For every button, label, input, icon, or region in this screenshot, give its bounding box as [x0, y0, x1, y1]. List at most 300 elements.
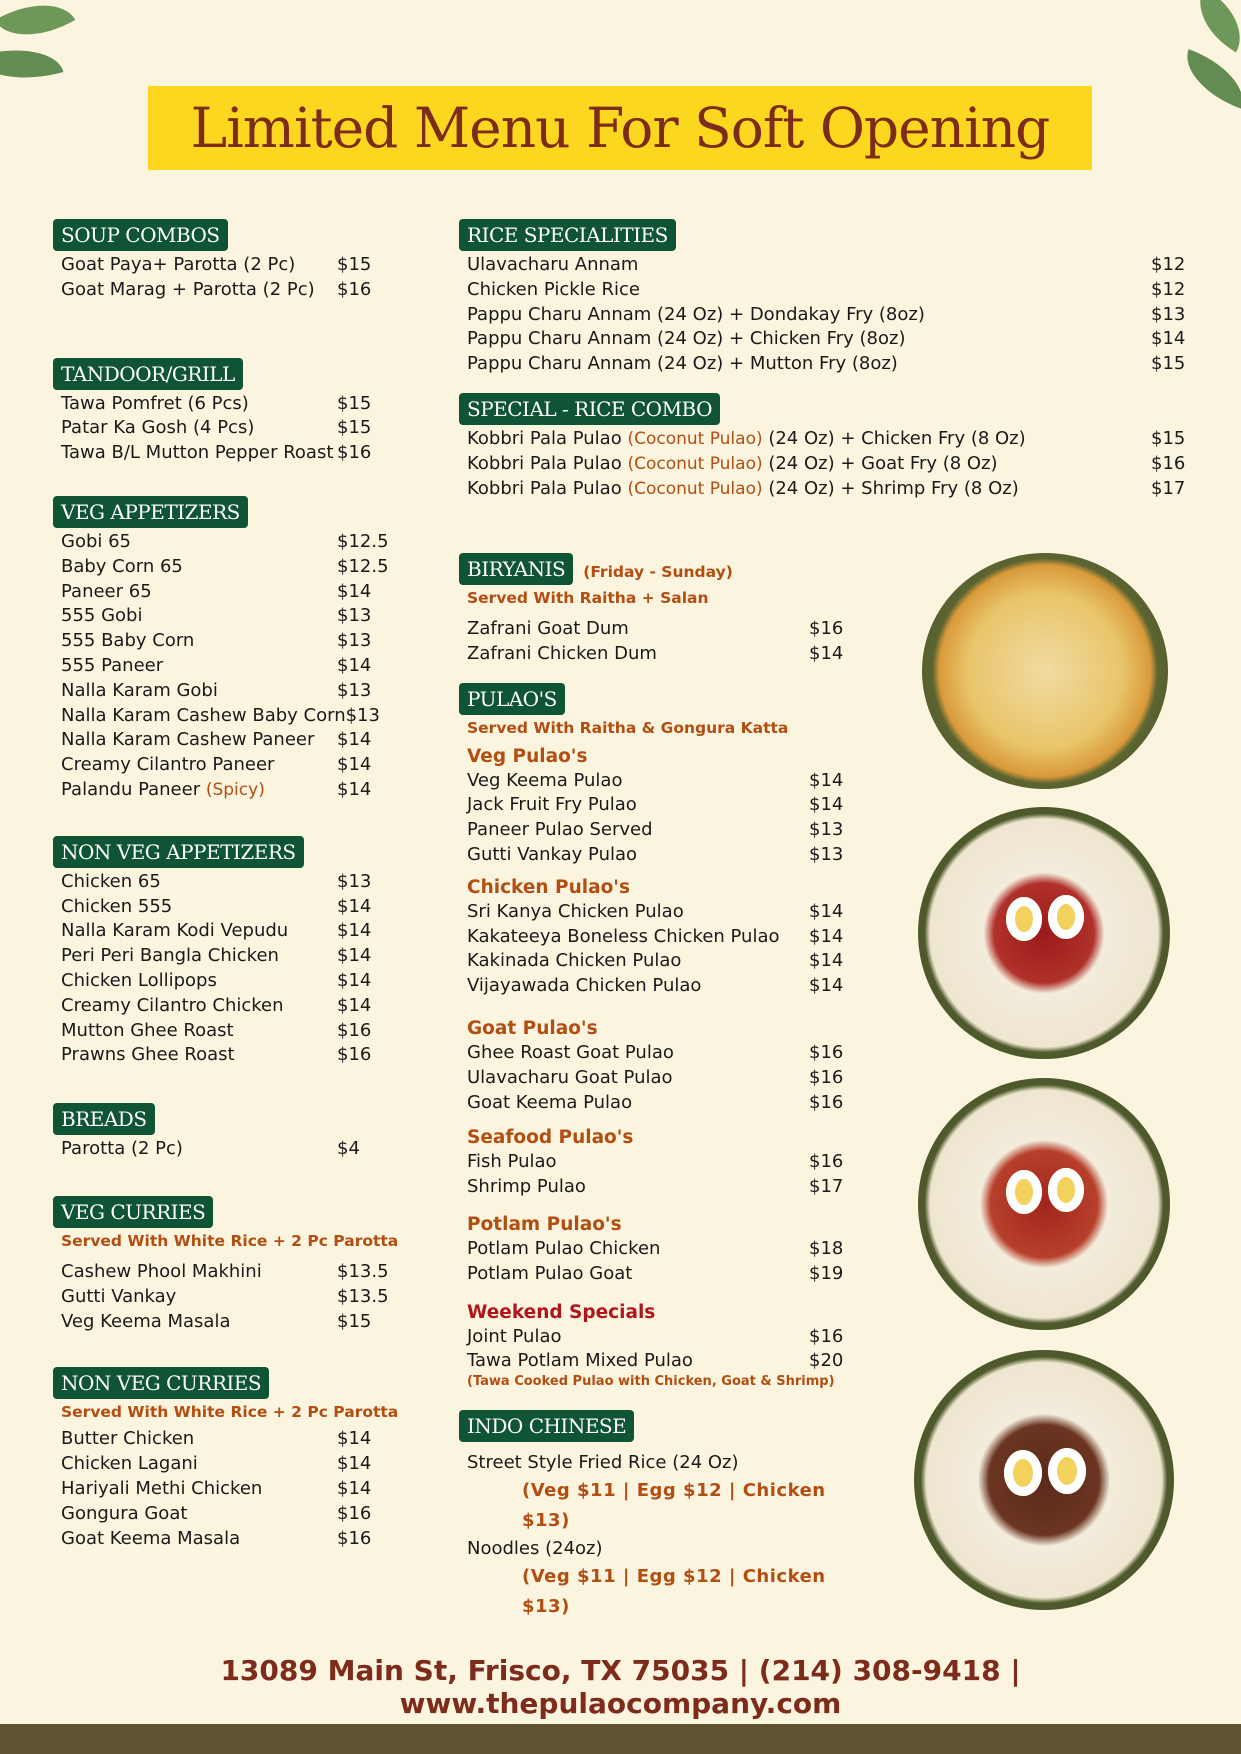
- group-weekend-specials: [459, 1301, 859, 1391]
- leaf-icon: [0, 0, 90, 110]
- menu-item: [61, 604, 383, 629]
- item-price: $15: [1151, 427, 1186, 449]
- item-label: Paneer 65: [61, 580, 152, 602]
- menu-item: [467, 427, 1186, 452]
- item-label: Tawa Potlam Mixed Pulao: [467, 1350, 693, 1372]
- menu-list: [53, 1260, 413, 1334]
- menu-item: [61, 753, 383, 778]
- menu-item: [467, 303, 1186, 328]
- menu-item: [467, 1175, 847, 1200]
- item-name: [467, 974, 701, 999]
- item-price: $14: [809, 975, 844, 997]
- item-label: Chicken Pickle Rice: [467, 278, 640, 300]
- item-name: [61, 654, 163, 679]
- item-name-prefix: Kobbri Pala Pulao: [467, 452, 628, 474]
- item-name: [61, 895, 172, 920]
- menu-list: [53, 530, 413, 803]
- item-price: $20: [809, 1350, 844, 1372]
- item-name: [467, 1066, 673, 1091]
- item-label: Chicken 65: [61, 870, 161, 892]
- item-name: [61, 1137, 183, 1162]
- menu-item: [467, 1041, 847, 1066]
- item-name: [467, 617, 629, 642]
- noodles-item: Noodles (24oz): [467, 1538, 603, 1560]
- item-price: $19: [809, 1262, 844, 1284]
- section-header: VEG APPETIZERS: [53, 496, 248, 528]
- item-name: [61, 679, 218, 704]
- item-price: $16: [337, 1502, 372, 1524]
- section-special-rice-combo: [459, 393, 1199, 501]
- item-price: $13: [337, 679, 372, 701]
- item-price: $15: [337, 254, 372, 275]
- menu-item: [61, 1137, 383, 1162]
- item-label: 555 Baby Corn: [61, 630, 195, 652]
- item-name: [467, 900, 684, 925]
- item-name: [467, 925, 780, 950]
- item-name: [467, 949, 681, 974]
- item-price: $13.5: [337, 1285, 389, 1307]
- menu-title-banner: [148, 86, 1092, 170]
- egg-icon: [1048, 1448, 1086, 1494]
- shrimp-pulao-plate-image: [918, 1078, 1170, 1330]
- item-name-prefix: Kobbri Pala Pulao: [467, 427, 628, 449]
- item-name: [467, 327, 905, 352]
- item-name: [467, 1150, 557, 1175]
- item-name: [467, 769, 622, 794]
- menu-item: [61, 919, 383, 944]
- item-name: [61, 629, 194, 654]
- item-label: Shrimp Pulao: [467, 1176, 586, 1198]
- menu-item: [61, 392, 383, 417]
- menu-item: [61, 679, 383, 704]
- item-price: $12: [1151, 278, 1186, 300]
- item-label: Pappu Charu Annam (24 Oz) + Dondakay Fry (8oz): [467, 303, 925, 325]
- item-name: [61, 604, 142, 629]
- menu-item: [61, 870, 383, 895]
- item-label: Butter Chicken: [61, 1428, 195, 1450]
- section-non-veg-appetizers: [53, 836, 413, 1068]
- menu-title: Limited Menu For Soft Opening: [190, 96, 1050, 160]
- section-biryanis: [459, 553, 859, 667]
- menu-list: [459, 617, 859, 667]
- item-label: Potlam Pulao Goat: [467, 1262, 633, 1284]
- item-name: [61, 1477, 262, 1502]
- item-price: $15: [337, 417, 372, 439]
- section-breads: [53, 1103, 413, 1162]
- item-label: Prawns Ghee Roast: [61, 1044, 235, 1066]
- item-name: [61, 778, 265, 803]
- item-label: Zafrani Chicken Dum: [467, 642, 657, 664]
- section-rice-specialities: [459, 219, 1199, 377]
- item-name: [467, 818, 653, 843]
- item-price: $14: [337, 654, 372, 676]
- section-header: PULAO'S: [459, 683, 565, 715]
- item-price: $14: [337, 729, 372, 751]
- item-name: [61, 580, 152, 605]
- item-label: 555 Paneer: [61, 654, 164, 676]
- item-name: [467, 1175, 586, 1200]
- item-label: Veg Keema Masala: [61, 1310, 231, 1332]
- menu-item: [467, 352, 1186, 377]
- menu-item: [467, 843, 847, 868]
- item-label: Veg Keema Pulao: [467, 769, 623, 791]
- group-title: Seafood Pulao's: [467, 1127, 634, 1149]
- menu-item: [61, 1285, 389, 1310]
- menu-item: [61, 1452, 383, 1477]
- item-name: [61, 1285, 176, 1310]
- item-label: Chicken Lollipops: [61, 969, 217, 991]
- egg-icon: [1048, 1168, 1084, 1212]
- section-subtitle: Served With White Rice + 2 Pc Parotta: [61, 1231, 399, 1250]
- item-name: [467, 1091, 632, 1116]
- item-name: [61, 1043, 235, 1068]
- item-label: Goat Keema Masala: [61, 1527, 241, 1549]
- right-mid-column: [459, 553, 859, 1622]
- goat-pulao-plate-image: [914, 1350, 1174, 1610]
- item-name: [61, 704, 346, 729]
- item-price: $16: [337, 1527, 372, 1549]
- item-label: Vijayawada Chicken Pulao: [467, 975, 702, 997]
- menu-item: [467, 1066, 847, 1091]
- item-label: Chicken 555: [61, 895, 173, 917]
- menu-item: [467, 452, 1186, 477]
- menu-item: [467, 1237, 847, 1262]
- item-price: $16: [809, 1041, 844, 1063]
- menu-list: [459, 253, 1199, 377]
- item-name: [61, 530, 131, 555]
- item-price: $14: [809, 950, 844, 972]
- item-label: Baby Corn 65: [61, 555, 183, 577]
- menu-item: [61, 629, 383, 654]
- egg-icon: [1006, 897, 1042, 941]
- item-price: $16: [809, 618, 844, 639]
- menu-item: [61, 1502, 383, 1527]
- section-veg-appetizers: [53, 496, 413, 803]
- menu-item: [61, 530, 389, 555]
- item-note: (Coconut Pulao): [627, 478, 763, 499]
- item-name: [467, 843, 637, 868]
- item-label: Gongura Goat: [61, 1502, 188, 1524]
- section-subtitle: Served With Raitha & Gongura Katta: [467, 718, 789, 737]
- menu-item: [467, 925, 847, 950]
- item-price: $14: [337, 1477, 372, 1499]
- menu-item: [61, 994, 383, 1019]
- item-price: $14: [809, 900, 844, 922]
- item-name: [61, 728, 314, 753]
- menu-list: [53, 253, 413, 303]
- menu-item: [61, 1310, 383, 1335]
- item-label: Kakinada Chicken Pulao: [467, 950, 682, 972]
- item-label: Potlam Pulao Chicken: [467, 1237, 661, 1259]
- section-subtitle: Served With White Rice + 2 Pc Parotta: [61, 1403, 399, 1422]
- egg-icon: [1048, 895, 1084, 939]
- section-header: TANDOOR/GRILL: [53, 358, 243, 390]
- menu-item: [467, 793, 847, 818]
- section-header: BIRYANIS: [459, 553, 573, 585]
- item-label: 555 Gobi: [61, 605, 143, 627]
- item-price: $14: [337, 969, 372, 991]
- item-label: Pappu Charu Annam (24 Oz) + Mutton Fry (8oz): [467, 353, 898, 375]
- menu-item: [61, 969, 383, 994]
- item-name: [61, 969, 217, 994]
- menu-list: [53, 392, 413, 466]
- menu-list: [459, 1150, 859, 1200]
- item-label: Hariyali Methi Chicken: [61, 1477, 263, 1499]
- menu-list: [459, 1041, 859, 1115]
- section-header: VEG CURRIES: [53, 1196, 213, 1228]
- section-header: SPECIAL - RICE COMBO: [459, 393, 720, 425]
- section-header: RICE SPECIALITIES: [459, 219, 676, 251]
- menu-item: [467, 1150, 847, 1175]
- item-price: $16: [337, 1044, 372, 1066]
- item-label: Gutti Vankay: [61, 1285, 177, 1307]
- menu-item: [61, 416, 383, 441]
- item-price: $15: [1151, 353, 1186, 375]
- menu-item: [467, 949, 847, 974]
- item-price: $15: [337, 1310, 372, 1332]
- menu-item: [467, 278, 1186, 303]
- item-price: $16: [337, 1019, 372, 1041]
- item-name: [467, 427, 1026, 452]
- item-price: $14: [337, 994, 372, 1016]
- item-label: Nalla Karam Cashew Paneer: [61, 729, 315, 751]
- menu-list: [459, 1237, 859, 1287]
- item-label: Tawa B/L Mutton Pepper Roast: [61, 442, 334, 464]
- item-price: $14: [809, 769, 844, 791]
- item-price: $16: [337, 442, 372, 464]
- group-title: Potlam Pulao's: [467, 1213, 622, 1235]
- item-note: (Coconut Pulao): [627, 453, 763, 474]
- menu-item: [467, 477, 1186, 502]
- section-veg-curries: [53, 1196, 413, 1334]
- fried-rice-item: Street Style Fried Rice (24 Oz): [467, 1452, 739, 1474]
- item-price: $17: [809, 1176, 844, 1198]
- item-name-suffix: (24 Oz) + Goat Fry (8 Oz): [762, 452, 998, 474]
- item-label: Gutti Vankay Pulao: [467, 843, 638, 865]
- item-name: [61, 1260, 262, 1285]
- item-name: [61, 753, 274, 778]
- group-goat-pulaos: [459, 1017, 859, 1115]
- item-price: $14: [809, 642, 844, 664]
- item-price: $14: [337, 1453, 372, 1475]
- menu-item: [467, 617, 847, 642]
- item-label: Fish Pulao: [467, 1151, 557, 1173]
- menu-item: [467, 327, 1186, 352]
- section-pulaos: [459, 683, 859, 1391]
- item-name: [467, 1262, 632, 1287]
- section-header: BREADS: [53, 1103, 155, 1135]
- section-indo-chinese: [459, 1410, 859, 1622]
- item-name: [61, 944, 279, 969]
- menu-item: [467, 1325, 847, 1350]
- item-price: $13: [809, 843, 844, 865]
- item-price: $13: [809, 819, 844, 841]
- chicken-pulao-plate-image: [918, 807, 1170, 1059]
- item-price: $12: [1151, 254, 1186, 275]
- item-label: Nalla Karam Cashew Baby Corn: [61, 704, 346, 726]
- menu-item: [61, 1019, 383, 1044]
- biryani-plate-image: [922, 553, 1168, 789]
- section-soup-combos: [53, 219, 413, 303]
- item-note: (Spicy): [205, 779, 265, 800]
- item-name: [61, 1019, 234, 1044]
- item-price: $14: [337, 1428, 372, 1450]
- item-price: $4: [337, 1138, 360, 1160]
- item-name: [467, 1349, 693, 1374]
- item-name: [61, 870, 161, 895]
- menu-item: [467, 1091, 847, 1116]
- item-price: $14: [337, 778, 372, 800]
- item-label: Ghee Roast Goat Pulao: [467, 1041, 674, 1063]
- biryani-days: (Friday - Sunday): [583, 562, 733, 581]
- item-price: $15: [337, 392, 372, 414]
- item-name: [467, 452, 998, 477]
- item-price: $14: [337, 580, 372, 602]
- egg-icon: [1004, 1450, 1042, 1496]
- item-price: $14: [337, 754, 372, 776]
- item-name: [61, 1310, 230, 1335]
- noodles-prices: (Veg $11 | Egg $12 | Chicken $13): [522, 1566, 826, 1618]
- item-name: [467, 1041, 674, 1066]
- item-price: $14: [337, 920, 372, 942]
- item-price: $16: [809, 1066, 844, 1088]
- item-name: [61, 392, 249, 417]
- item-label: Nalla Karam Gobi: [61, 679, 218, 701]
- menu-item: [61, 1260, 389, 1285]
- group-potlam-pulaos: [459, 1213, 859, 1287]
- item-label: Sri Kanya Chicken Pulao: [467, 900, 684, 922]
- menu-item: [61, 728, 383, 753]
- item-price: $16: [809, 1325, 844, 1347]
- item-name: [61, 994, 284, 1019]
- item-name: [61, 253, 295, 278]
- menu-item: [61, 1427, 383, 1452]
- item-price: $12.5: [337, 530, 389, 552]
- item-name: [467, 303, 925, 328]
- menu-item: [467, 974, 847, 999]
- item-name: [467, 1237, 660, 1262]
- menu-list: [459, 769, 859, 868]
- menu-list: [53, 1427, 413, 1551]
- item-label: Gobi 65: [61, 530, 132, 552]
- left-column: [53, 219, 413, 1551]
- item-name: [61, 919, 288, 944]
- item-label: Nalla Karam Kodi Vepudu: [61, 920, 289, 942]
- item-label: Palandu Paneer: [61, 778, 201, 800]
- item-price: $17: [1151, 477, 1186, 499]
- item-price: $18: [809, 1237, 844, 1259]
- item-label: Creamy Cilantro Paneer: [61, 754, 275, 776]
- item-price: $14: [809, 925, 844, 947]
- menu-item: [467, 253, 1186, 278]
- menu-item: [61, 253, 383, 278]
- item-price: $14: [337, 895, 372, 917]
- menu-item: [467, 1349, 847, 1374]
- item-name: [467, 253, 638, 278]
- item-name: [61, 278, 315, 303]
- item-price: $14: [809, 794, 844, 816]
- menu-item: [61, 278, 383, 303]
- item-name: [467, 278, 640, 303]
- menu-item: [467, 818, 847, 843]
- footer-contact: 13089 Main St, Frisco, TX 75035 | (214) 308-9418 | www.thepulaocompany.com: [220, 1654, 1021, 1720]
- item-price: $16: [337, 278, 372, 300]
- weekend-note: (Tawa Cooked Pulao with Chicken, Goat & Shrimp): [467, 1374, 835, 1390]
- menu-item: [61, 1043, 383, 1068]
- item-price: $14: [337, 945, 372, 967]
- item-name: [61, 1502, 187, 1527]
- menu-item: [61, 778, 383, 803]
- menu-item: [61, 895, 383, 920]
- section-subtitle: Served With Raitha + Salan: [467, 589, 709, 607]
- menu-item: [61, 1477, 383, 1502]
- section-header: NON VEG CURRIES: [53, 1367, 269, 1399]
- group-title: Chicken Pulao's: [467, 876, 630, 898]
- item-price: $14: [1151, 328, 1186, 350]
- menu-item: [61, 654, 383, 679]
- item-note: (Coconut Pulao): [627, 428, 763, 449]
- menu-item: [61, 1527, 383, 1552]
- group-title: Goat Pulao's: [467, 1017, 598, 1039]
- section-header: NON VEG APPETIZERS: [53, 836, 304, 868]
- right-top-column: [459, 219, 1199, 501]
- item-price: $13: [337, 605, 372, 627]
- menu-list: [459, 900, 859, 999]
- bottom-band: [0, 1724, 1241, 1754]
- group-title: Weekend Specials: [467, 1301, 656, 1323]
- item-label: Kakateeya Boneless Chicken Pulao: [467, 925, 780, 947]
- menu-item: [467, 642, 847, 667]
- menu-list: [53, 870, 413, 1068]
- item-name: [61, 441, 333, 466]
- menu-item: [467, 900, 847, 925]
- item-name: [61, 1452, 198, 1477]
- menu-item: [61, 704, 383, 729]
- item-name: [467, 352, 898, 377]
- item-label: Cashew Phool Makhini: [61, 1260, 262, 1282]
- item-label: Goat Marag + Parotta (2 Pc): [61, 278, 315, 300]
- menu-item: [61, 555, 389, 580]
- egg-icon: [1006, 1170, 1042, 1214]
- menu-item: [61, 441, 383, 466]
- item-label: Parotta (2 Pc): [61, 1138, 183, 1160]
- item-price: $12.5: [337, 555, 389, 577]
- menu-list: [53, 1137, 413, 1162]
- item-name: [61, 1427, 194, 1452]
- item-label: Chicken Lagani: [61, 1453, 198, 1475]
- item-label: Jack Fruit Fry Pulao: [467, 794, 637, 816]
- menu-item: [467, 769, 847, 794]
- group-seafood-pulaos: [459, 1126, 859, 1200]
- menu-item: [467, 1262, 847, 1287]
- item-price: $16: [809, 1151, 844, 1173]
- group-chicken-pulaos: [459, 876, 859, 999]
- item-label: Paneer Pulao Served: [467, 819, 653, 841]
- item-price: $13: [337, 630, 372, 652]
- menu-list: [459, 1325, 859, 1375]
- section-tandoor-grill: [53, 358, 413, 466]
- item-price: $13: [337, 870, 372, 892]
- leaf-icon: [1175, 0, 1241, 130]
- item-label: Mutton Ghee Roast: [61, 1019, 234, 1041]
- item-name: [61, 416, 254, 441]
- item-name: [467, 1325, 562, 1350]
- item-label: Zafrani Goat Dum: [467, 618, 629, 639]
- item-price: $13: [345, 704, 380, 726]
- item-label: Ulavacharu Goat Pulao: [467, 1066, 673, 1088]
- item-label: Ulavacharu Annam: [467, 254, 639, 275]
- item-price: $16: [809, 1091, 844, 1113]
